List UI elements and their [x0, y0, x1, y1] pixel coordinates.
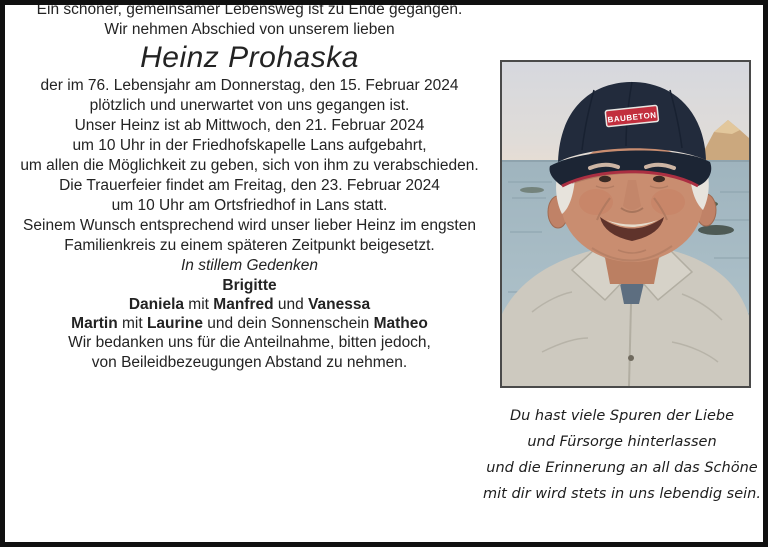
portrait-photo-illustration [502, 62, 749, 386]
cap-logo-text: BAUBETON [607, 110, 657, 125]
portrait-photo [500, 60, 751, 388]
mourners-list [8, 276, 491, 333]
announcement-text-column [8, 0, 491, 373]
mourner-line: Brigitte [222, 277, 277, 294]
mourner-line: Daniela mit Manfred und Vanessa [128, 296, 371, 313]
opening-line: Ein schöner, gemeinsamer Lebensweg ist zu Ende gegangen. [36, 1, 463, 18]
burial-paragraph: Seinem Wunsch entsprechend wird unser lieber Heinz im engsten Familienkreis zu einem späteren Zeitpunkt beigesetzt. [23, 217, 476, 254]
thanks-paragraph: Wir bedanken uns für die Anteilnahme, bitten jedoch, von Beileidbezeugungen Abstand zu nehmen. [68, 334, 431, 371]
memorial-verse: Du hast viele Spuren der Liebe und Fürsorge hinterlassen und die Erinnerung an all das Schöne mit dir wird stets in uns lebendig sein. [483, 408, 761, 502]
intro-line: Wir nehmen Abschied von unserem lieben [104, 21, 395, 38]
mourner-line: Martin mit Laurine und dein Sonnenschein Matheo [71, 315, 428, 332]
laying-out-paragraph: Unser Heinz ist ab Mittwoch, den 21. Februar 2024 um 10 Uhr in der Friedhofskapelle Lans aufgebahrt, um allen die Möglichkeit zu geben, sich von ihm zu verabschieden. [20, 117, 479, 174]
shirt-button [628, 355, 634, 361]
funeral-paragraph: Die Trauerfeier findet am Freitag, den 23. Februar 2024 um 10 Uhr am Ortsfriedhof in Lans statt. [59, 177, 440, 214]
death-paragraph: der im 76. Lebensjahr am Donnerstag, den 15. Februar 2024 plötzlich und unerwartet von uns gegangen ist. [40, 77, 459, 114]
remembrance-heading: In stillem Gedenken [181, 257, 318, 274]
deceased-name: Heinz Prohaska [140, 41, 359, 74]
